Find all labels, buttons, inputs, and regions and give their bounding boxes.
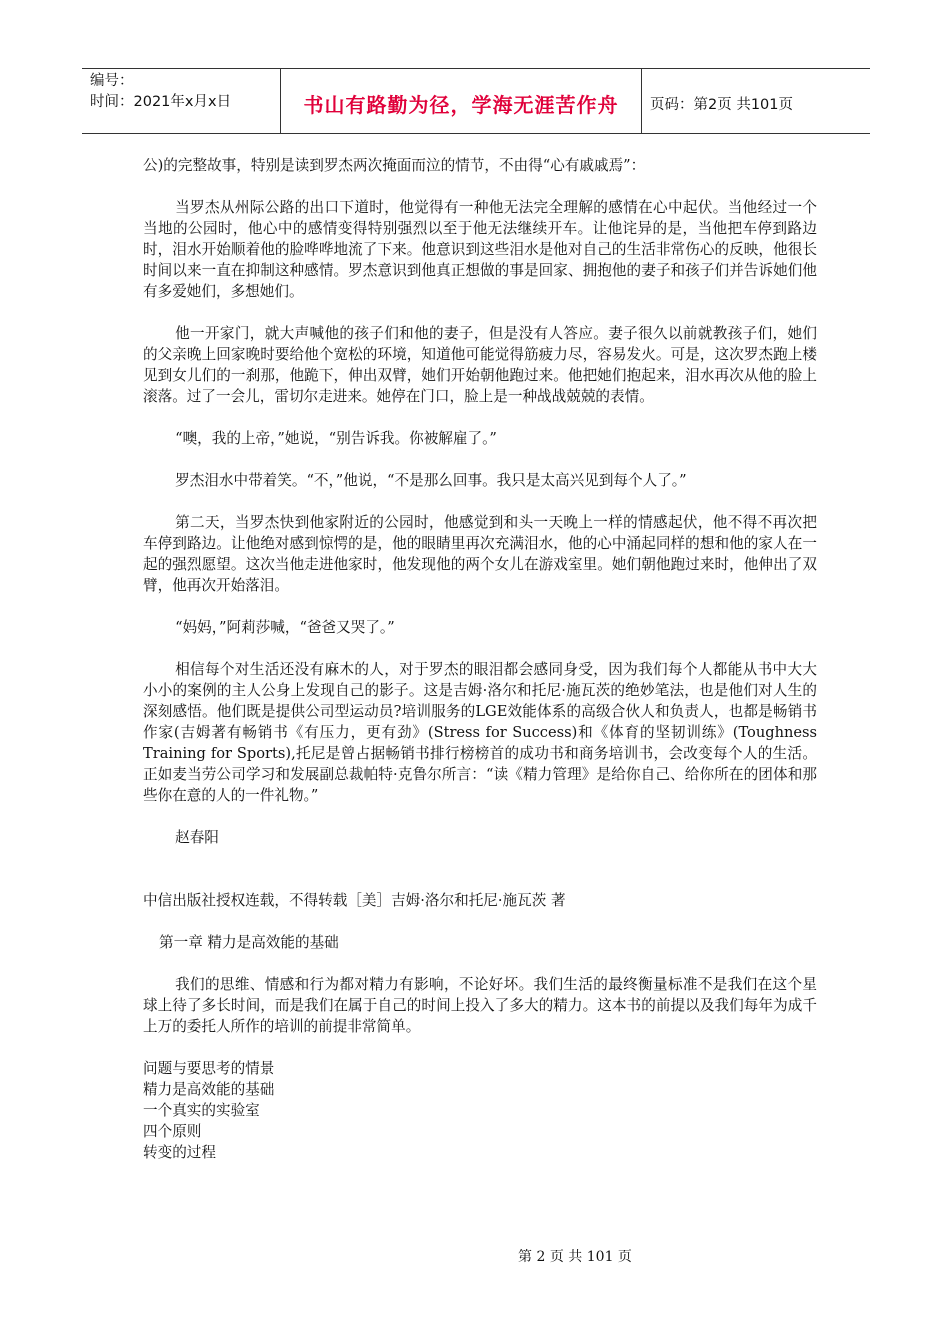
document-body <box>143 155 817 1163</box>
header-meta <box>82 69 280 133</box>
author-signature: 赵春阳 <box>175 829 219 846</box>
page-header <box>82 68 870 134</box>
paragraph-4: 相信每个对生活还没有麻木的人，对于罗杰的眼泪都会感同身受，因为我们每个人都能从书中大大小小的案例的主人公身上发现自己的影子。这是吉姆·洛尔和托尼·施瓦茨的绝妙笔法，也是他们对人生的深刻感悟。他们既是提供公司型运动员?培训服务的LGE效能体系的高级合伙人和负责人，也都是畅销书作家(吉姆著有畅销书《有压力，更有劲》(Stress for Success)和《体育的坚韧训练》(Toughness Training for Sports),托尼是曾占据畅销书排行榜榜首的成功书和商务培训书，会改变每个人的生活。正如麦当劳公司学习和发展副总裁帕特·克鲁尔所言：“读《精力管理》是给你自己、给你所在的团体和那些你在意的人的一件礼物。” <box>143 661 817 804</box>
chapter-title: 第一章 精力是高效能的基础 <box>159 934 339 951</box>
chapter-intro: 我们的思维、情感和行为都对精力有影响，不论好坏。我们生活的最终衡量标准不是我们在这个星球上待了多长时间，而是我们在属于自己的时间上投入了多大的精力。这本书的前提以及我们每年为成千上万的委托人所作的培训的前提非常简单。 <box>143 976 817 1035</box>
paragraph-quote-2: 罗杰泪水中带着笑。“不，”他说，“不是那么回事。我只是太高兴见到每个人了。” <box>175 472 687 489</box>
paragraph-2: 他一开家门，就大声喊他的孩子们和他的妻子，但是没有人答应。妻子很久以前就教孩子们，她们的父亲晚上回家晚时要给他个宽松的环境，知道他可能觉得筋疲力尽，容易发火。可是，这次罗杰跑上楼见到女儿们的一刹那，他跪下，伸出双臂，她们开始朝他跑过来。他把她们抱起来，泪水再次从他的脸上滚落。过了一会儿，雷切尔走进来。她停在门口，脸上是一种战战兢兢的表情。 <box>143 325 817 405</box>
paragraph-1: 当罗杰从州际公路的出口下道时，他觉得有一种他无法完全理解的感情在心中起伏。当他经过一个当地的公园时，他心中的感情变得特别强烈以至于他无法继续开车。让他诧异的是，当他把车停到路边时，泪水开始顺着他的脸哗哗地流了下来。他意识到这些泪水是他对自己的生活非常伤心的反映，他很长时间以来一直在抑制这种感情。罗杰意识到他真正想做的事是回家、拥抱他的妻子和孩子们并告诉她们他有多爱她们，多想她们。 <box>143 199 817 300</box>
intro-line: 公)的完整故事，特别是读到罗杰两次掩面而泣的情节，不由得“心有戚戚焉”： <box>143 157 646 174</box>
header-page-info: 页码：第2页 共101页 <box>650 96 794 113</box>
paragraph-quote-3: “妈妈，”阿莉莎喊，“爸爸又哭了。” <box>175 619 395 636</box>
page-footer: 第 2 页 共 101 页 <box>518 1249 632 1265</box>
paragraph-3: 第二天，当罗杰快到他家附近的公园时，他感觉到和头一天晚上一样的情感起伏，他不得不再次把车停到路边。让他绝对感到惊愕的是，他的眼睛里再次充满泪水，他的心中涌起同样的想和他的家人在一起的强烈愿望。这次当他走进他家时，他发现他的两个女儿在游戏室里。她们朝他跑过来时，他伸出了双臂，他再次开始落泪。 <box>143 514 817 594</box>
document-date: 时间：2021年x月x日 <box>90 94 232 110</box>
paragraph-quote-1: “噢，我的上帝，”她说，“别告诉我。你被解雇了。” <box>175 430 497 447</box>
list-item: 转变的过程 <box>143 1144 216 1161</box>
document-number-label: 编号： <box>90 73 134 89</box>
list-item: 问题与要思考的情景 <box>143 1060 275 1077</box>
list-item: 精力是高效能的基础 <box>143 1081 275 1098</box>
header-motto: 书山有路勤为径，学海无涯苦作舟 <box>280 69 642 133</box>
source-line: 中信出版社授权连载，不得转载［美］吉姆·洛尔和托尼·施瓦茨 著 <box>143 892 566 909</box>
list-item: 一个真实的实验室 <box>143 1102 260 1119</box>
list-item: 四个原则 <box>143 1123 202 1140</box>
topic-list <box>143 1058 817 1163</box>
